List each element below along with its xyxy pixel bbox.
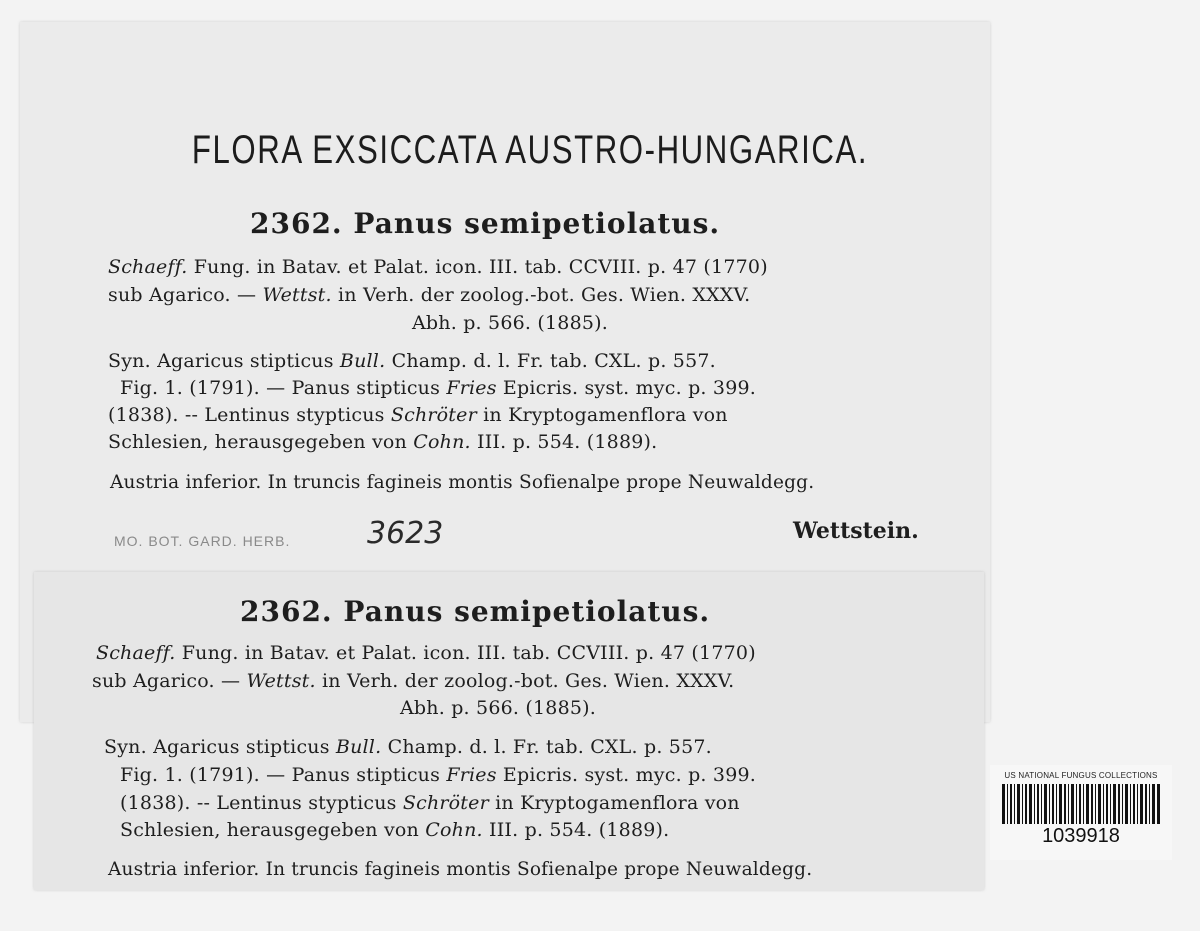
citation-text: sub Agarico. — [108,284,257,306]
synonym-author: Bull. [335,736,382,758]
synonym-text: Syn. Agaricus stipticus [104,736,330,758]
citation-line-1-top [108,256,768,278]
citation-text: Fung. in Batav. et Palat. icon. III. tab. CCVIII. p. 47 (1770) [181,642,756,664]
citation-text: sub Agarico. — [92,670,241,692]
synonym-line-4-top [108,431,657,453]
citation-text: in Verh. der zoolog.-bot. Ges. Wien. XXXV. [322,670,735,692]
synonym-text: in Kryptogamenflora von [483,404,728,426]
synonym-text: Fig. 1. (1791). — Panus stipticus [120,377,441,399]
species-heading-bottom: 2362. Panus semipetiolatus. [240,595,711,628]
synonym-line-2-top [120,377,756,399]
synonym-author: Schröter [402,792,489,814]
barcode-label [990,765,1172,860]
collector-name: Wettstein. [793,518,919,544]
synonym-text: III. p. 554. (1889). [477,431,658,453]
series-title: FLORA EXSICCATA AUSTRO-HUNGARICA. [191,128,869,172]
synonym-text: III. p. 554. (1889). [489,819,670,841]
synonym-author: Bull. [339,350,386,372]
synonym-text: Epicris. syst. myc. p. 399. [502,764,757,786]
citation-line-1-bottom [96,642,756,664]
synonym-line-4-bottom [120,819,669,841]
citation-line-2-bottom [92,670,734,692]
synonym-text: Schlesien, herausgegeben von [120,819,419,841]
citation-line-3-top: Abh. p. 566. (1885). [412,312,609,334]
species-heading-top: 2362. Panus semipetiolatus. [250,207,721,240]
synonym-line-1-top [108,350,716,372]
barcode-number: 1039918 [1042,825,1120,847]
citation-author: Schaeff. [96,642,176,664]
synonym-text: in Kryptogamenflora von [495,792,740,814]
synonym-author: Fries [446,764,497,786]
synonym-text: Syn. Agaricus stipticus [108,350,334,372]
synonym-text: (1838). -- Lentinus stypticus [120,792,397,814]
citation-text: Fung. in Batav. et Palat. icon. III. tab. CCVIII. p. 47 (1770) [193,256,768,278]
synonym-text: (1838). -- Lentinus stypticus [108,404,385,426]
locality-top: Austria inferior. In truncis fagineis montis Sofienalpe prope Neuwaldegg. [110,472,815,493]
synonym-text: Champ. d. l. Fr. tab. CXL. p. 557. [391,350,716,372]
synonym-author: Fries [446,377,497,399]
citation-author: Wettst. [246,670,316,692]
citation-line-2-top [108,284,750,306]
synonym-line-3-bottom [120,792,740,814]
locality-bottom: Austria inferior. In truncis fagineis montis Sofienalpe prope Neuwaldegg. [108,859,813,880]
synonym-text: Fig. 1. (1791). — Panus stipticus [120,764,441,786]
citation-line-3-bottom: Abh. p. 566. (1885). [400,697,597,719]
citation-text: in Verh. der zoolog.-bot. Ges. Wien. XXXV. [338,284,751,306]
synonym-author: Schröter [390,404,477,426]
accession-number-handwritten: 3623 [367,516,444,551]
synonym-text: Epicris. syst. myc. p. 399. [502,377,757,399]
citation-author: Wettst. [262,284,332,306]
collection-name: US NATIONAL FUNGUS COLLECTIONS [1004,771,1158,780]
synonym-author: Cohn. [413,431,471,453]
herbarium-stamp: MO. BOT. GARD. HERB. [114,533,291,549]
synonym-text: Schlesien, herausgegeben von [108,431,407,453]
synonym-line-2-bottom [120,764,756,786]
synonym-line-3-top [108,404,728,426]
barcode-icon [1002,784,1160,824]
synonym-author: Cohn. [425,819,483,841]
synonym-text: Champ. d. l. Fr. tab. CXL. p. 557. [387,736,712,758]
synonym-line-1-bottom [104,736,712,758]
citation-author: Schaeff. [108,256,188,278]
